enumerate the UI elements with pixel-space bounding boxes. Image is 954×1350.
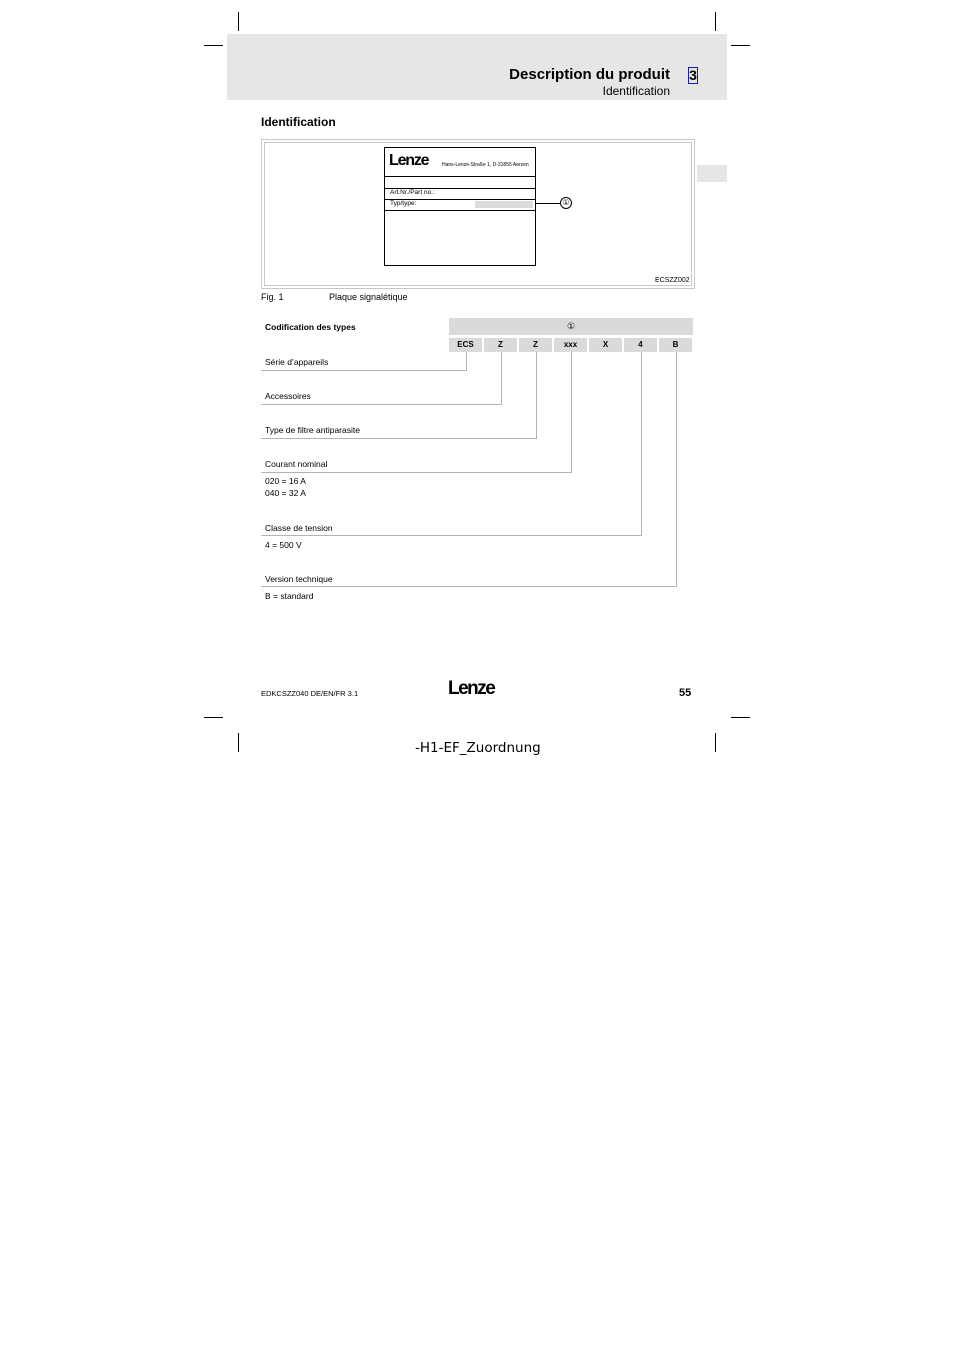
crop-mark (238, 733, 239, 752)
connector-line (466, 352, 467, 371)
side-tab-marker (697, 165, 727, 182)
connector-line (536, 352, 537, 439)
nameplate-divider (385, 176, 535, 177)
type-code-row-label: Accessoires (265, 391, 311, 401)
figure-caption-text: Plaque signalétique (329, 292, 408, 302)
row-underline (261, 404, 502, 405)
row-underline (261, 586, 677, 587)
connector-line (571, 352, 572, 473)
page-subtitle: Identification (602, 84, 670, 98)
type-code-row-label: Type de filtre antiparasite (265, 425, 360, 435)
type-code-row-label: Classe de tension (265, 523, 333, 533)
page-title: Description du produit (509, 66, 670, 83)
connector-line (676, 352, 677, 587)
nameplate-address: Hans-Lenze-Straße 1, D-31855 Aerzen (442, 162, 529, 168)
nameplate-art-label: Art.Nr./Part no.: (390, 189, 435, 196)
figure-code: ECSZZ002 (655, 277, 690, 284)
callout-line (536, 203, 560, 204)
chapter-number: 3 (689, 67, 697, 83)
type-code-row-value: 4 = 500 V (265, 540, 302, 550)
row-underline (261, 438, 537, 439)
type-code-cell: B (659, 338, 692, 352)
type-code-header-marker: ① (566, 321, 576, 331)
section-heading: Identification (261, 115, 336, 129)
connector-line (641, 352, 642, 536)
type-code-cell: Z (484, 338, 517, 352)
bottom-label: -H1-EF_Zuordnung (415, 740, 541, 756)
type-code-row-value: B = standard (265, 591, 314, 601)
type-code-cell: xxx (554, 338, 587, 352)
type-code-row-label: Version technique (265, 574, 333, 584)
nameplate-logo: Lenze (389, 152, 429, 169)
row-underline (261, 370, 467, 371)
type-code-cell: 4 (624, 338, 657, 352)
crop-mark (204, 45, 223, 46)
type-code-cell: Z (519, 338, 552, 352)
connector-line (501, 352, 502, 405)
callout-marker: ① (560, 197, 572, 209)
crop-mark (238, 12, 239, 31)
type-code-cell: ECS (449, 338, 482, 352)
footer-logo: Lenze (448, 678, 495, 699)
crop-mark (715, 733, 716, 752)
row-underline (261, 472, 572, 473)
crop-mark (731, 45, 750, 46)
crop-mark (731, 717, 750, 718)
figure-caption-number: Fig. 1 (261, 292, 284, 302)
type-code-heading: Codification des types (265, 322, 356, 332)
footer-document-id: EDKCSZZ040 DE/EN/FR 3.1 (261, 689, 359, 698)
crop-mark (204, 717, 223, 718)
page-number: 55 (679, 687, 692, 699)
type-code-row-value: 040 = 32 A (265, 488, 306, 498)
crop-mark (715, 12, 716, 31)
type-code-cell: X (589, 338, 622, 352)
type-code-row-label: Courant nominal (265, 459, 328, 469)
row-underline (261, 535, 642, 536)
type-code-row-label: Série d’appareils (265, 357, 329, 367)
nameplate-divider (385, 210, 535, 211)
nameplate-type-field (475, 201, 533, 208)
nameplate (384, 147, 536, 266)
nameplate-type-label: Typ/type: (390, 200, 417, 207)
type-code-row-value: 020 = 16 A (265, 476, 306, 486)
